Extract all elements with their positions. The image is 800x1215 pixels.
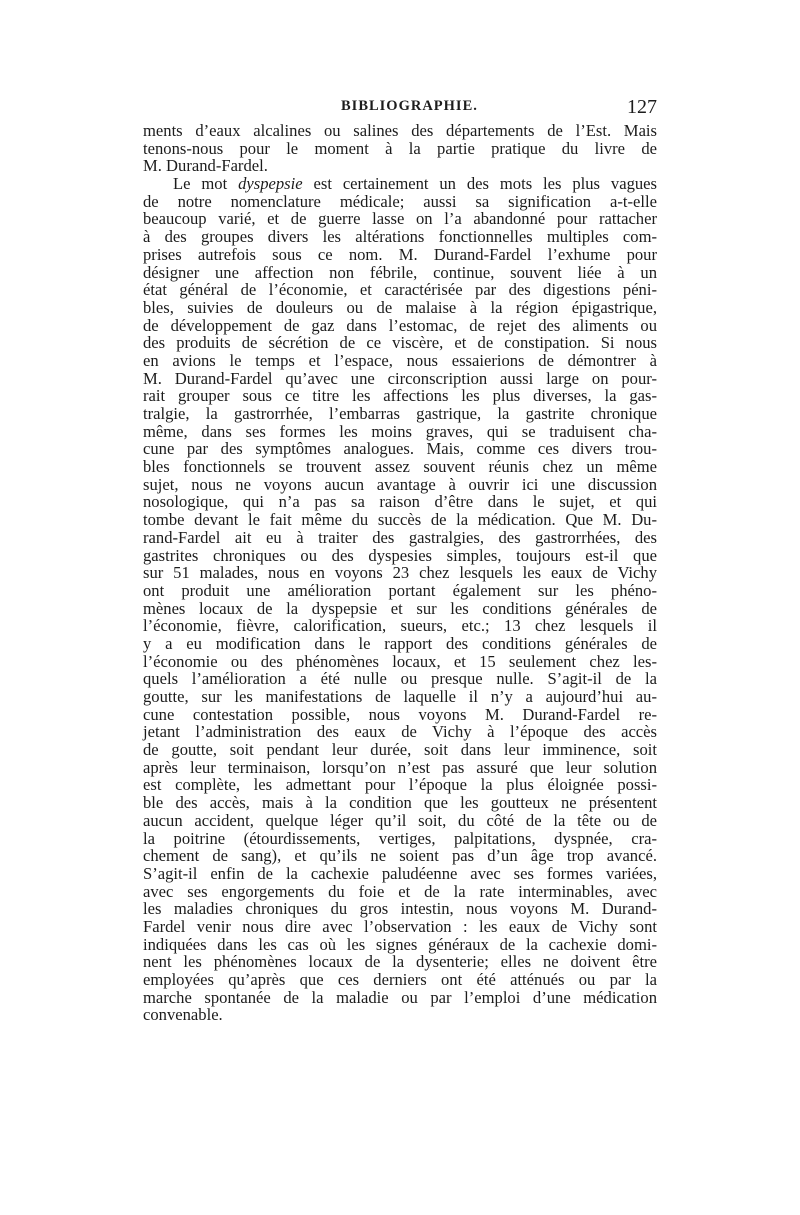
text-line: des produits de sécrétion de ce viscère, et de constipation. Si nous: [143, 333, 657, 353]
text-line: état général de l’économie, et caractérisée par des digestions péni-: [143, 280, 657, 300]
text-line: même, dans ses formes les moins graves, qui se traduisent cha-: [143, 421, 657, 441]
text-line: l’économie ou des phénomènes locaux, et 15 seulement chez les-: [143, 651, 657, 671]
page-number: 127: [627, 96, 657, 118]
text-line: sur 51 malades, nous en voyons 23 chez lesquels les eaux de Vichy: [143, 563, 657, 583]
text-line: bles fonctionnels se trouvent assez souvent réunis chez un même: [143, 457, 657, 477]
text-line: convenable.: [143, 1005, 223, 1025]
text-line: S’agit-il enfin de la cachexie paludéenne avec ses formes variées,: [143, 863, 657, 883]
text-line: beaucoup varié, et de guerre lasse on l’a abandonné pour rattacher: [143, 209, 657, 229]
text-line: quels l’amélioration a été nulle ou presque nulle. S’agit-il de la: [143, 669, 657, 689]
paragraph-continuation: [143, 122, 657, 175]
paragraph-dyspepsie: [143, 175, 657, 1024]
text-line: tombe devant le fait même du succès de la médication. Que M. Du-: [143, 510, 657, 530]
text-line: ble des accès, mais à la condition que les goutteux ne présentent: [143, 793, 657, 813]
text-line: l’économie, fièvre, calorification, sueurs, etc.; 13 chez lesquels il: [143, 616, 657, 636]
text-line: Fardel venir nous dire avec l’observation : les eaux de Vichy sont: [143, 916, 657, 936]
text-line: ont produit une amélioration portant également sur les phéno-: [143, 580, 657, 600]
text-line: nent les phénomènes locaux de la dysenterie; elles ne doivent être: [143, 952, 657, 972]
text-line: cune contestation possible, nous voyons M. Durand-Fardel re-: [143, 704, 657, 724]
text-line: est complète, les admettant pour l’époque la plus éloignée possi-: [143, 775, 657, 795]
text-line: de goutte, soit pendant leur durée, soit dans leur imminence, soit: [143, 740, 657, 760]
text-line: prises autrefois sous ce nom. M. Durand-Fardel l’exhume pour: [143, 244, 657, 264]
text-line: marche spontanée de la maladie ou par l’emploi d’une médication: [143, 987, 657, 1007]
running-title: BIBLIOGRAPHIE.: [341, 98, 478, 114]
running-head: [143, 96, 657, 122]
text-line: désigner une affection non fébrile, continue, souvent liée à un: [143, 262, 657, 282]
text-line: indiquées dans les cas où les signes généraux de la cachexie domi-: [143, 934, 657, 954]
text-line: employées qu’après que ces derniers ont été atténués ou par la: [143, 970, 657, 989]
text-line: jetant l’administration des eaux de Vichy à l’époque des accès: [143, 722, 657, 742]
text-line: la poitrine (étourdissements, vertiges, palpitations, dyspnée, cra-: [143, 828, 657, 848]
text-line: en avions le temps et l’espace, nous essaierions de démontrer à: [143, 350, 657, 370]
text-line: goutte, sur les manifestations de laquelle il n’y a aujourd’hui au-: [143, 687, 657, 706]
text-line: rait grouper sous ce titre les affections les plus diverses, la gas-: [143, 386, 657, 406]
text-fragment: est certainement un des mots les plus vagues: [302, 174, 657, 194]
text-line: y a eu modification dans le rapport des conditions générales de: [143, 633, 657, 653]
text-line: [143, 175, 657, 193]
text-line: tralgie, la gastrorrhée, l’embarras gastrique, la gastrite chronique: [143, 404, 657, 423]
text-fragment: Le mot: [173, 174, 239, 194]
text-line: à des groupes divers les altérations fonctionnelles multiples com-: [143, 227, 657, 247]
text-line: de développement de gaz dans l’estomac, de rejet des aliments ou: [143, 315, 657, 335]
body-text: [143, 122, 657, 1024]
text-line: nosologique, qui n’a pas sa raison d’être dans le sujet, et qui: [143, 492, 657, 512]
text-line: avec ses engorgements du foie et de la rate interminables, avec: [143, 881, 657, 901]
italic-term: dyspepsie: [238, 174, 303, 194]
text-line: sujet, nous ne voyons aucun avantage à ouvrir ici une discussion: [143, 474, 657, 494]
text-line: tenons-nous pour le moment à la partie pratique du livre de: [143, 138, 657, 158]
text-line: ments d’eaux alcalines ou salines des départements de l’Est. Mais: [143, 121, 657, 140]
text-line: M. Durand-Fardel qu’avec une circonscription aussi large on pour-: [143, 368, 657, 388]
book-page: [143, 96, 657, 1024]
text-line: bles, suivies de douleurs ou de malaise à la région épigastrique,: [143, 297, 657, 317]
text-line: M. Durand-Fardel.: [143, 156, 268, 176]
text-line: cune par des symptômes analogues. Mais, comme ces divers trou-: [143, 439, 657, 459]
text-line: après leur terminaison, lorsqu’on n’est pas assuré que leur solution: [143, 757, 657, 777]
text-line: les maladies chroniques du gros intestin, nous voyons M. Durand-: [143, 899, 657, 919]
text-line: aucun accident, quelque léger qu’il soit, du côté de la tête ou de: [143, 810, 657, 830]
text-line: rand-Fardel ait eu à traiter des gastralgies, des gastrorrhées, des: [143, 527, 657, 547]
text-line: gastrites chroniques ou des dyspesies simples, toujours est-il que: [143, 545, 657, 565]
text-line: chement de sang), et qu’ils ne soient pas d’un âge trop avancé.: [143, 846, 657, 866]
text-line: mènes locaux de la dyspepsie et sur les conditions générales de: [143, 598, 657, 618]
text-line: de notre nomenclature médicale; aussi sa signification a-t-elle: [143, 191, 657, 211]
